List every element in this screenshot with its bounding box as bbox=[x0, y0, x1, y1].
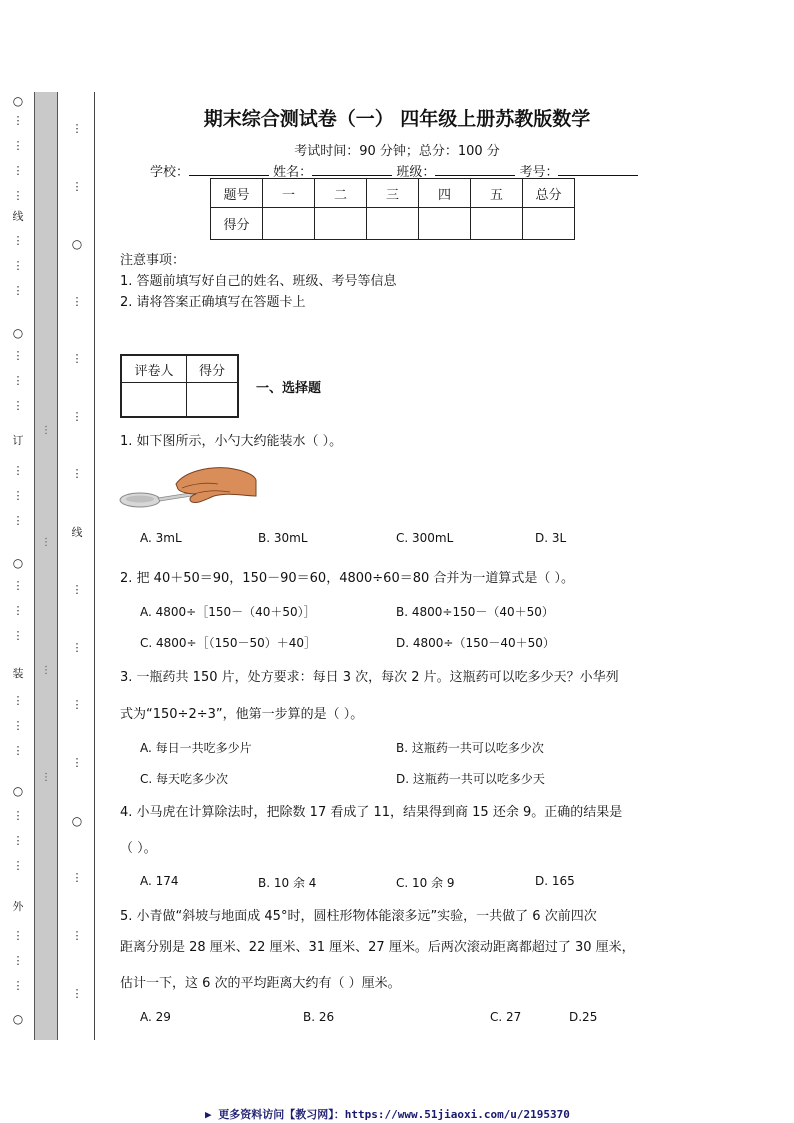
score-table bbox=[210, 178, 575, 240]
question-3-line-2: 式为“150÷2÷3”，他第一步算的是（ ）。 bbox=[120, 707, 364, 722]
binding-dots: ⋮ bbox=[41, 772, 51, 783]
q4-option-a[interactable]: A. 174 bbox=[140, 874, 179, 888]
binding-dots: ⋮ bbox=[41, 537, 51, 548]
q1-option-a[interactable]: A. 3mL bbox=[140, 531, 182, 545]
question-5-line-2: 距离分别是 28 厘米、22 厘米、31 厘米、27 厘米。后两次滚动距离都超过了 30 厘米， bbox=[120, 940, 635, 955]
score-cell[interactable] bbox=[523, 208, 575, 240]
binding-dots: ⋮ bbox=[41, 425, 51, 436]
binding-label-zhuang: 装 bbox=[12, 667, 24, 680]
binding-label-xian: 线 bbox=[12, 210, 24, 223]
binding-dots: ⋮ bbox=[71, 756, 83, 769]
binding-circle: ○ bbox=[12, 94, 24, 108]
q5-option-a[interactable]: A. 29 bbox=[140, 1010, 171, 1024]
binding-dots: ⋮ bbox=[71, 122, 83, 135]
binding-dots: ⋮ bbox=[12, 744, 24, 757]
section-heading: 一、选择题 bbox=[256, 381, 322, 396]
q1-option-d[interactable]: D. 3L bbox=[535, 531, 567, 545]
score-cell[interactable] bbox=[263, 208, 315, 240]
notes-title: 注意事项： bbox=[120, 253, 186, 268]
footer-link[interactable]: ▶ 更多资料访问【教习网】：https://www.51jiaoxi.com/u/2195370 bbox=[205, 1108, 570, 1121]
binding-circle: ○ bbox=[71, 814, 83, 828]
binding-dots: ⋮ bbox=[12, 929, 24, 942]
binding-dots: ⋮ bbox=[12, 719, 24, 732]
binding-circle: ○ bbox=[12, 556, 24, 570]
header-cell: 一 bbox=[263, 179, 315, 208]
grader-table bbox=[120, 354, 239, 418]
exam-info: 考试时间：90 分钟；总分：100 分 bbox=[294, 144, 500, 159]
binding-dots: ⋮ bbox=[71, 352, 83, 365]
question-5-line-3: 估计一下，这 6 次的平均距离大约有（ ）厘米。 bbox=[120, 976, 401, 991]
binding-label-xian-inner: 线 bbox=[71, 526, 83, 539]
name-label: 姓名： bbox=[273, 165, 313, 180]
question-1: 1. 如下图所示，小勺大约能装水（ ）。 bbox=[120, 434, 343, 449]
binding-dots: ⋮ bbox=[12, 114, 24, 127]
question-4-line-1: 4. 小马虎在计算除法时，把除数 17 看成了 11，结果得到商 15 还余 9。正确的结果是 bbox=[120, 805, 623, 820]
binding-dots: ⋮ bbox=[12, 234, 24, 247]
note-item: 1. 答题前填写好自己的姓名、班级、考号等信息 bbox=[120, 274, 397, 289]
header-cell: 三 bbox=[367, 179, 419, 208]
binding-dots: ⋮ bbox=[12, 629, 24, 642]
binding-dots: ⋮ bbox=[12, 374, 24, 387]
q4-option-d[interactable]: D. 165 bbox=[535, 874, 575, 888]
id-field[interactable] bbox=[558, 163, 638, 176]
binding-outer-column bbox=[12, 95, 24, 1038]
binding-dots: ⋮ bbox=[12, 399, 24, 412]
binding-dots: ⋮ bbox=[71, 180, 83, 193]
grader-score-cell[interactable] bbox=[187, 383, 239, 418]
spoon-hand-image bbox=[118, 462, 258, 514]
note-item: 2. 请将答案正确填写在答题卡上 bbox=[120, 295, 306, 310]
score-cell[interactable] bbox=[367, 208, 419, 240]
binding-dots: ⋮ bbox=[12, 284, 24, 297]
binding-circle: ○ bbox=[71, 237, 83, 251]
header-cell: 题号 bbox=[211, 179, 263, 208]
q2-option-a[interactable]: A. 4800÷［150－（40＋50）］ bbox=[140, 605, 316, 619]
binding-dots: ⋮ bbox=[12, 464, 24, 477]
id-label: 考号： bbox=[519, 165, 559, 180]
score-cell[interactable] bbox=[315, 208, 367, 240]
school-label: 学校： bbox=[150, 165, 190, 180]
header-cell: 四 bbox=[419, 179, 471, 208]
margin-divider bbox=[94, 92, 95, 1040]
q1-option-b[interactable]: B. 30mL bbox=[258, 531, 308, 545]
binding-dots: ⋮ bbox=[71, 410, 83, 423]
binding-dots: ⋮ bbox=[12, 189, 24, 202]
binding-circle: ○ bbox=[12, 784, 24, 798]
spoon-hand-drawing bbox=[118, 462, 258, 514]
q3-option-c[interactable]: C. 每天吃多少次 bbox=[140, 772, 229, 786]
binding-label-ding: 订 bbox=[12, 434, 24, 447]
binding-dots: ⋮ bbox=[12, 694, 24, 707]
binding-dots: ⋮ bbox=[71, 583, 83, 596]
binding-dots: ⋮ bbox=[12, 979, 24, 992]
question-2: 2. 把 40＋50＝90，150－90＝60，4800÷60＝80 合并为一道算式是（ ）。 bbox=[120, 571, 575, 586]
binding-dots: ⋮ bbox=[12, 834, 24, 847]
binding-dots: ⋮ bbox=[12, 489, 24, 502]
binding-dots: ⋮ bbox=[12, 859, 24, 872]
score-table-row bbox=[211, 208, 575, 240]
school-field[interactable] bbox=[189, 163, 269, 176]
question-3-line-1: 3. 一瓶药共 150 片，处方要求：每日 3 次，每次 2 片。这瓶药可以吃多少天？小华列 bbox=[120, 670, 619, 685]
name-field[interactable] bbox=[312, 163, 392, 176]
binding-dots: ⋮ bbox=[71, 641, 83, 654]
score-cell[interactable] bbox=[419, 208, 471, 240]
binding-dots: ⋮ bbox=[12, 164, 24, 177]
class-field[interactable] bbox=[435, 163, 515, 176]
binding-dots: ⋮ bbox=[12, 514, 24, 527]
question-4-line-2: （ ）。 bbox=[120, 841, 157, 856]
question-5-line-1: 5. 小青做“斜坡与地面成 45°时，圆柱形物体能滚多远”实验，一共做了 6 次前四次 bbox=[120, 909, 597, 924]
q3-option-a[interactable]: A. 每日一共吃多少片 bbox=[140, 741, 252, 755]
binding-dots: ⋮ bbox=[12, 139, 24, 152]
binding-dots: ⋮ bbox=[71, 987, 83, 1000]
reviewer-cell[interactable] bbox=[121, 383, 187, 418]
binding-circle: ○ bbox=[12, 326, 24, 340]
binding-dots: ⋮ bbox=[71, 698, 83, 711]
notes-section bbox=[120, 250, 397, 313]
binding-dots: ⋮ bbox=[12, 604, 24, 617]
binding-dots: ⋮ bbox=[71, 467, 83, 480]
binding-dots: ⋮ bbox=[41, 665, 51, 676]
q5-option-c[interactable]: C. 27 bbox=[490, 1010, 522, 1024]
binding-dots: ⋮ bbox=[12, 809, 24, 822]
header-cell: 总分 bbox=[523, 179, 575, 208]
header-cell: 二 bbox=[315, 179, 367, 208]
binding-dots: ⋮ bbox=[12, 954, 24, 967]
q4-option-b[interactable]: B. 10 余 4 bbox=[258, 876, 317, 890]
q1-option-c[interactable]: C. 300mL bbox=[396, 531, 454, 545]
score-cell[interactable] bbox=[471, 208, 523, 240]
q3-option-b[interactable]: B. 这瓶药一共可以吃多少次 bbox=[396, 741, 544, 755]
class-label: 班级： bbox=[396, 165, 436, 180]
binding-dots: ⋮ bbox=[12, 259, 24, 272]
q3-option-d[interactable]: D. 这瓶药一共可以吃多少天 bbox=[396, 772, 545, 786]
score-table-header bbox=[211, 179, 575, 208]
reviewer-header: 评卷人 bbox=[121, 355, 187, 383]
binding-gray-strip bbox=[34, 92, 58, 1040]
binding-dots: ⋮ bbox=[71, 871, 83, 884]
binding-dots: ⋮ bbox=[71, 295, 83, 308]
q5-option-d[interactable]: D.25 bbox=[569, 1010, 598, 1024]
binding-label-wai: 外 bbox=[12, 900, 24, 913]
page-title: 期末综合测试卷（一） 四年级上册苏教版数学 bbox=[203, 108, 591, 130]
binding-dots: ⋮ bbox=[12, 349, 24, 362]
row-label: 得分 bbox=[211, 208, 263, 240]
header-cell: 五 bbox=[471, 179, 523, 208]
q2-option-d[interactable]: D. 4800÷（150－40＋50） bbox=[396, 636, 555, 650]
q5-option-b[interactable]: B. 26 bbox=[303, 1010, 335, 1024]
binding-circle: ○ bbox=[12, 1012, 24, 1026]
grader-score-header: 得分 bbox=[187, 355, 239, 383]
binding-inner-column bbox=[71, 95, 83, 1038]
q4-option-c[interactable]: C. 10 余 9 bbox=[396, 876, 455, 890]
binding-dots: ⋮ bbox=[12, 579, 24, 592]
q2-option-b[interactable]: B. 4800÷150－（40＋50） bbox=[396, 605, 554, 619]
binding-dots: ⋮ bbox=[71, 929, 83, 942]
q2-option-c[interactable]: C. 4800÷［（150－50）＋40］ bbox=[140, 636, 317, 650]
